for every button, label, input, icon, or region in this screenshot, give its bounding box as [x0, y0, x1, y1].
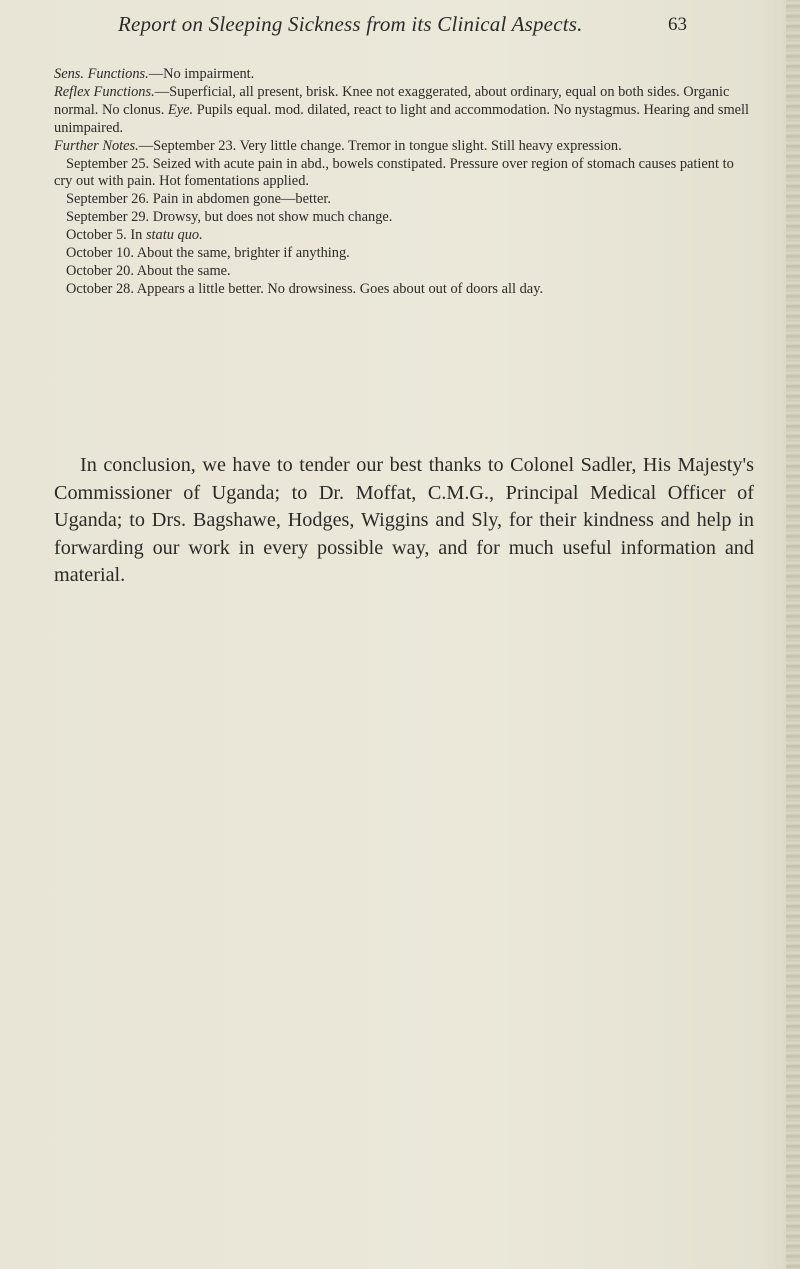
- page-number: 63: [668, 14, 687, 35]
- entry-october-10: October 10. About the same, brighter if anything.: [66, 245, 350, 262]
- conclusion-paragraph: In conclusion, we have to tender our best thanks to Colonel Sadler, His Majesty's Commissioner of Uganda; to Dr. Moffat, C.M.G., Principal Medical Officer of Uganda; to Drs. Bagshawe, Hodges, Wiggins and Sly, for their kindness and help in forwarding our work in every possible way, and for much useful information and material.: [54, 454, 754, 586]
- further-notes-text: —September 23. Very little change. Tremor in tongue slight. Still heavy expression.: [138, 137, 622, 154]
- sens-functions-text: —No impairment.: [148, 66, 255, 82]
- page-edge: [786, 0, 800, 1269]
- entry-october-28: October 28. Appears a little better. No drowsiness. Goes about out of doors all day.: [66, 280, 544, 297]
- entry-october-5: [54, 227, 754, 245]
- eye-text: Pupils equal. mod. dilated, react to light and accommodation. No nystagmus. Hearing and smell unimpaired.: [54, 101, 750, 136]
- reflex-functions-text: —Superficial, all present, brisk. Knee not exaggerated, about ordinary, equal on both sides. Organic normal. No clonus.: [54, 83, 730, 118]
- entry-september-25: September 25. Seized with acute pain in abd., bowels constipated. Pressure over region of stomach causes patient to cry out with pain. Hot fomentations applied.: [54, 155, 734, 190]
- entry-october-5-text: October 5. In: [66, 227, 143, 244]
- entry-september-29: September 29. Drowsy, but does not show much change.: [66, 209, 393, 226]
- reflex-functions-paragraph: [54, 84, 754, 138]
- clinical-notes: [54, 66, 754, 299]
- eye-label: Eye.: [167, 101, 194, 118]
- further-notes-label: Further Notes.: [54, 137, 139, 154]
- sens-functions-paragraph: [54, 66, 754, 84]
- entry-september-26: September 26. Pain in abdomen gone—better.: [66, 191, 331, 208]
- further-notes-paragraph: [54, 138, 754, 156]
- reflex-functions-label: Reflex Functions.: [54, 83, 155, 100]
- entry-october-5-italic: statu quo.: [145, 227, 203, 244]
- running-header: Report on Sleeping Sickness from its Clinical Aspects.: [118, 12, 583, 36]
- entry-october-20: October 20. About the same.: [66, 262, 231, 279]
- sens-functions-label: Sens. Functions.: [54, 66, 149, 82]
